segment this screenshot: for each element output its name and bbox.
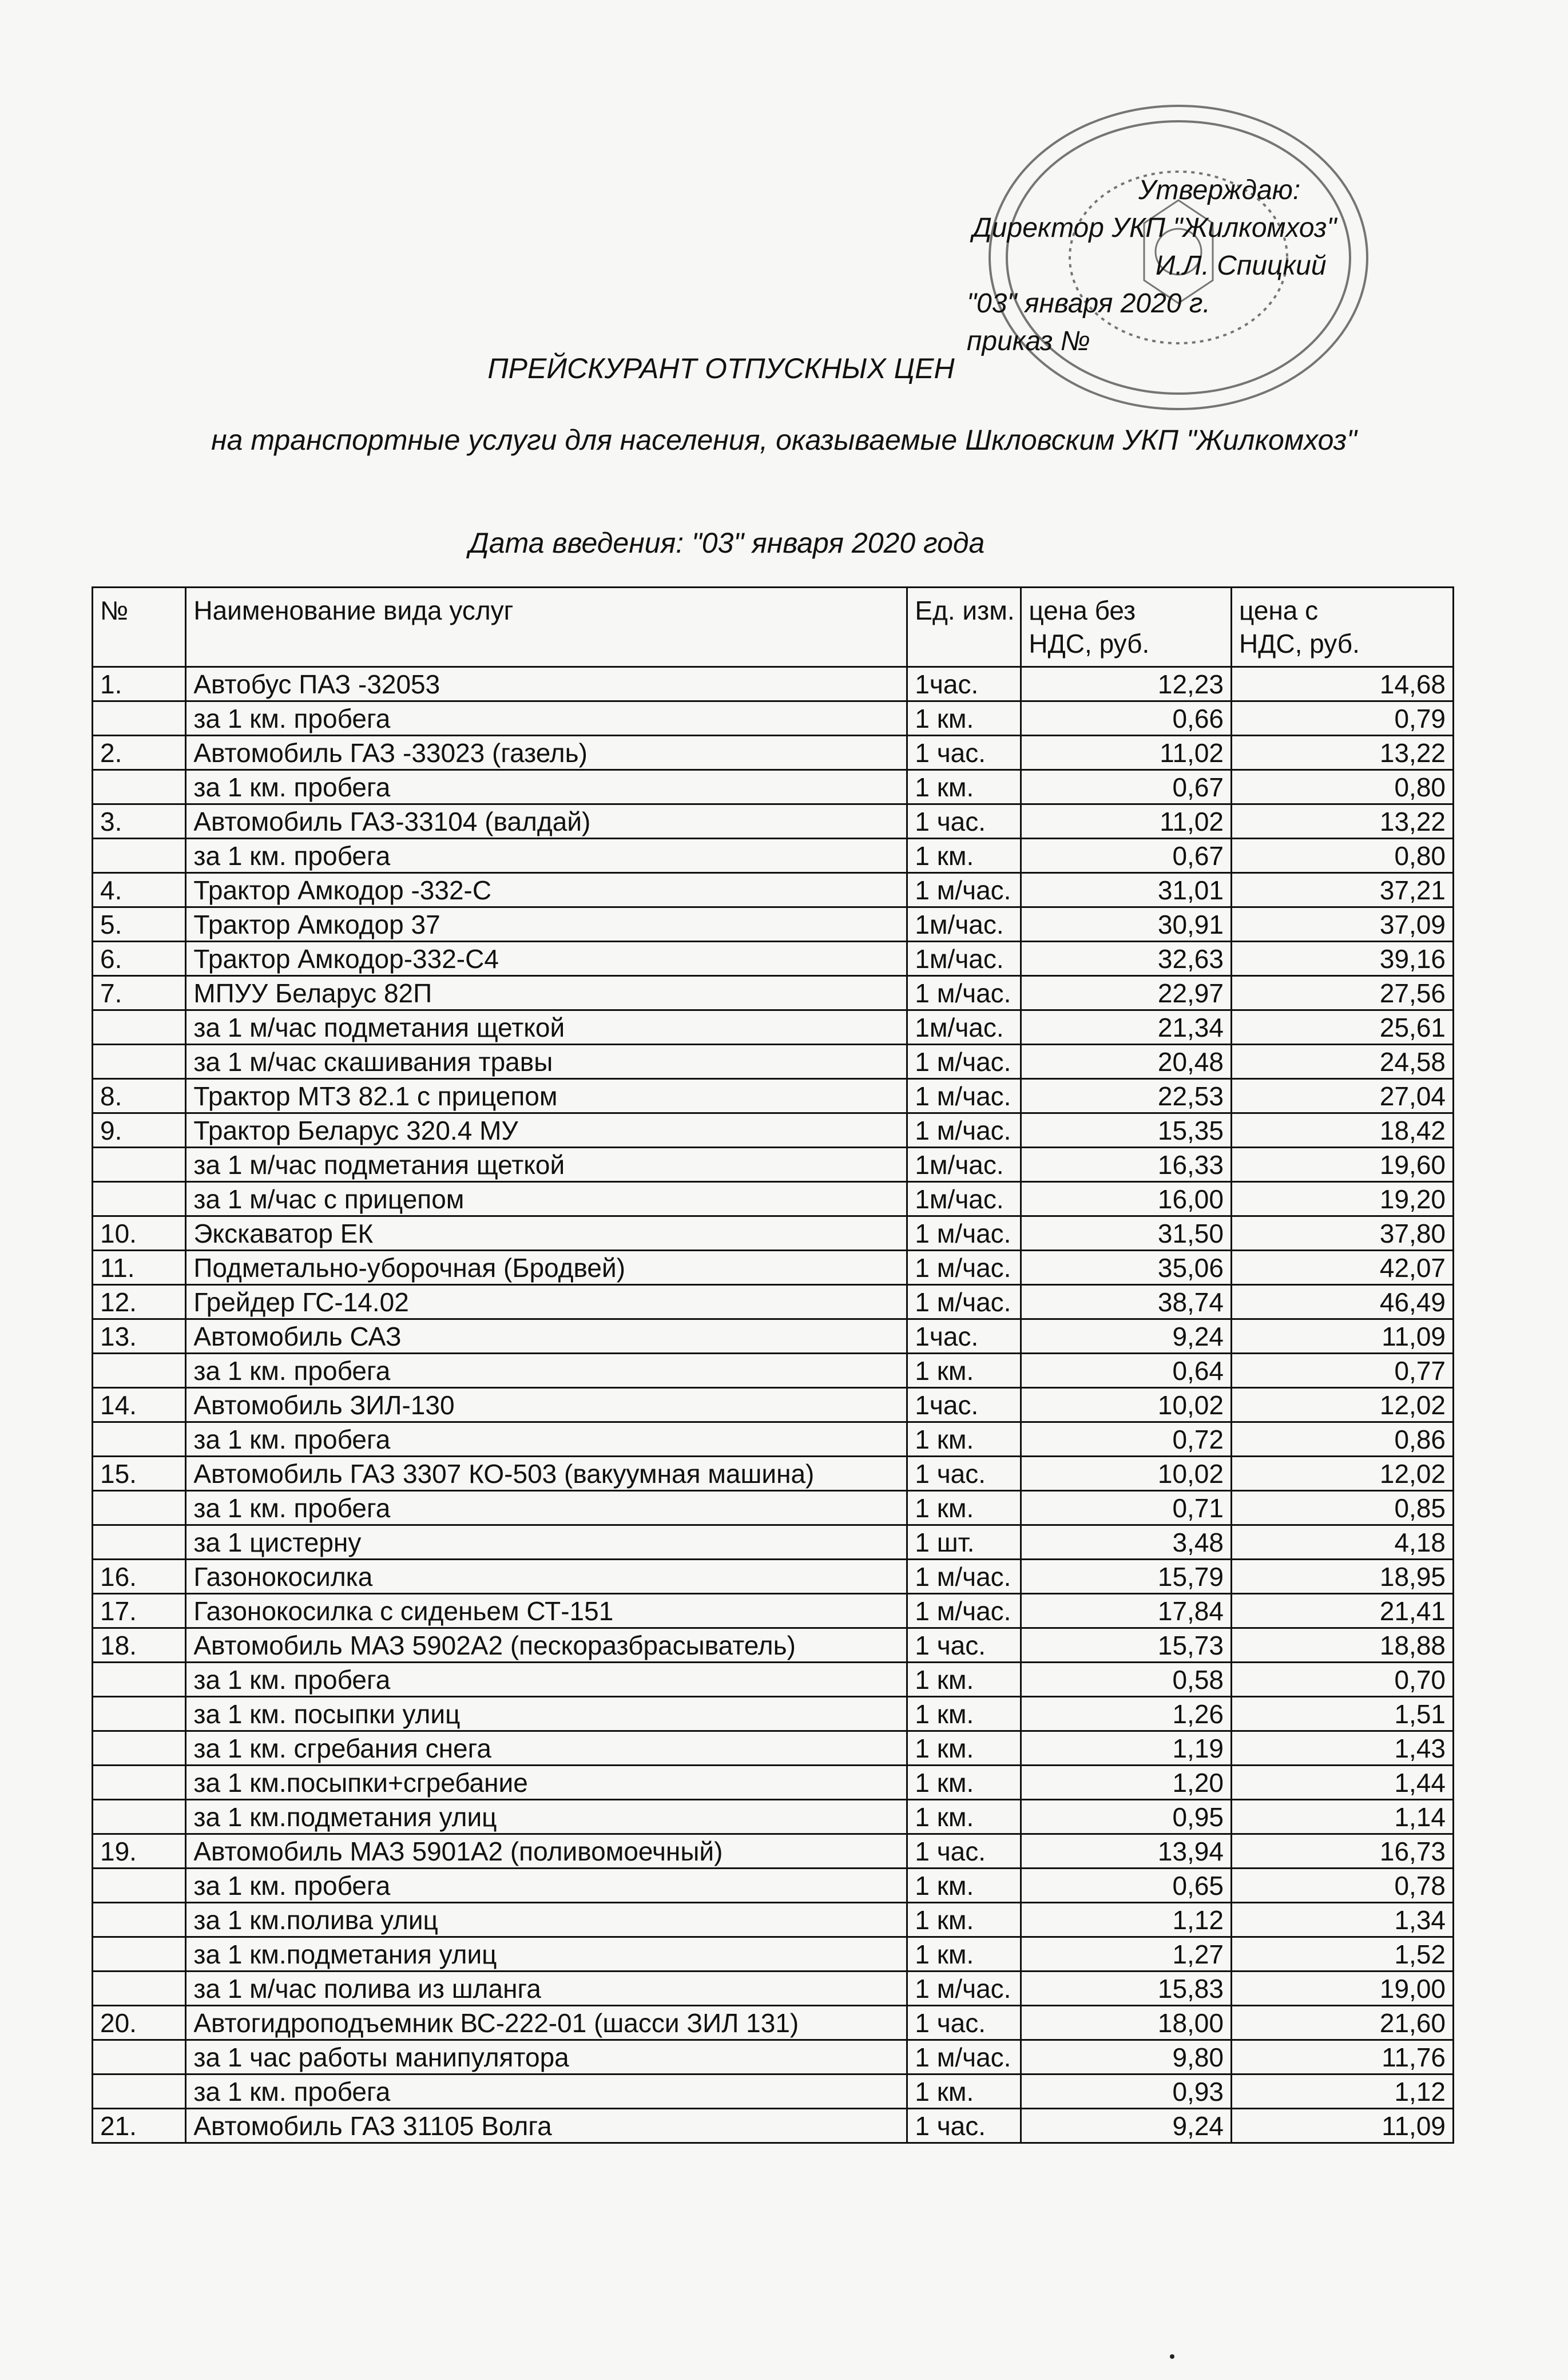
row-unit: 1 км. [907, 1491, 1021, 1525]
row-unit: 1 час. [907, 1628, 1021, 1663]
row-price-vat: 27,04 [1231, 1079, 1453, 1113]
row-service-name: Автомобиль ГАЗ 31105 Волга [186, 2109, 907, 2143]
row-price-no-vat: 9,24 [1021, 1319, 1232, 1354]
row-price-no-vat: 0,66 [1021, 701, 1232, 736]
table-row [93, 1079, 1454, 1113]
row-unit: 1 м/час. [907, 2040, 1021, 2074]
table-row [93, 976, 1454, 1010]
row-service-name: за 1 км.посыпки+сгребание [186, 1766, 907, 1800]
row-unit: 1м/час. [907, 942, 1021, 976]
row-unit: 1 час. [907, 736, 1021, 770]
row-number: 10. [93, 1216, 186, 1251]
row-unit: 1 м/час. [907, 1216, 1021, 1251]
table-row [93, 1422, 1454, 1457]
row-service-name: за 1 км. пробега [186, 1491, 907, 1525]
row-service-name: за 1 км. пробега [186, 701, 907, 736]
row-price-vat: 13,22 [1231, 804, 1453, 839]
row-number [93, 2040, 186, 2074]
row-unit: 1 км. [907, 1422, 1021, 1457]
row-price-vat: 19,60 [1231, 1148, 1453, 1182]
row-price-vat: 24,58 [1231, 1045, 1453, 1079]
table-row [93, 1216, 1454, 1251]
scan-speck [1170, 2354, 1174, 2359]
row-price-vat: 37,21 [1231, 873, 1453, 907]
table-row [93, 1731, 1454, 1766]
row-number: 1. [93, 667, 186, 701]
row-number [93, 2074, 186, 2109]
row-price-no-vat: 21,34 [1021, 1010, 1232, 1045]
row-price-no-vat: 3,48 [1021, 1525, 1232, 1560]
row-unit: 1 час. [907, 2109, 1021, 2143]
row-service-name: Трактор Амкодор -332-С [186, 873, 907, 907]
row-unit: 1 м/час. [907, 1560, 1021, 1594]
row-price-no-vat: 15,83 [1021, 1972, 1232, 2006]
row-price-no-vat: 11,02 [1021, 804, 1232, 839]
row-number [93, 701, 186, 736]
row-price-vat: 1,51 [1231, 1697, 1453, 1731]
row-price-no-vat: 15,35 [1021, 1113, 1232, 1148]
row-unit: 1 км. [907, 1903, 1021, 1937]
row-price-no-vat: 1,26 [1021, 1697, 1232, 1731]
row-service-name: Автомобиль САЗ [186, 1319, 907, 1354]
row-service-name: за 1 м/час с прицепом [186, 1182, 907, 1216]
row-price-no-vat: 32,63 [1021, 942, 1232, 976]
row-service-name: за 1 км. сгребания снега [186, 1731, 907, 1766]
header-price-no-vat-line2: НДС, руб. [1029, 629, 1150, 659]
row-price-vat: 12,02 [1231, 1388, 1453, 1422]
header-price-no-vat [1021, 588, 1232, 667]
row-service-name: Грейдер ГС-14.02 [186, 1285, 907, 1319]
row-price-no-vat: 30,91 [1021, 907, 1232, 942]
row-price-vat: 12,02 [1231, 1457, 1453, 1491]
row-price-vat: 21,41 [1231, 1594, 1453, 1628]
row-unit: 1 м/час. [907, 1251, 1021, 1285]
row-unit: 1 м/час. [907, 1285, 1021, 1319]
row-price-vat: 1,52 [1231, 1937, 1453, 1972]
row-price-vat: 14,68 [1231, 667, 1453, 701]
row-unit: 1 км. [907, 1731, 1021, 1766]
row-price-vat: 13,22 [1231, 736, 1453, 770]
row-price-vat: 0,80 [1231, 839, 1453, 873]
row-number: 17. [93, 1594, 186, 1628]
row-price-vat: 37,80 [1231, 1216, 1453, 1251]
row-unit: 1м/час. [907, 1148, 1021, 1182]
table-row [93, 1457, 1454, 1491]
row-number: 12. [93, 1285, 186, 1319]
row-number: 11. [93, 1251, 186, 1285]
row-unit: 1 км. [907, 1663, 1021, 1697]
row-price-vat: 0,79 [1231, 701, 1453, 736]
row-service-name: за 1 км.полива улиц [186, 1903, 907, 1937]
row-unit: 1 км. [907, 1869, 1021, 1903]
row-service-name: за 1 м/час подметания щеткой [186, 1010, 907, 1045]
row-number: 20. [93, 2006, 186, 2040]
row-price-no-vat: 10,02 [1021, 1388, 1232, 1422]
table-row [93, 1010, 1454, 1045]
row-price-no-vat: 0,64 [1021, 1354, 1232, 1388]
row-price-vat: 39,16 [1231, 942, 1453, 976]
row-number: 7. [93, 976, 186, 1010]
row-price-no-vat: 10,02 [1021, 1457, 1232, 1491]
table-row [93, 1525, 1454, 1560]
row-price-no-vat: 11,02 [1021, 736, 1232, 770]
table-row [93, 907, 1454, 942]
row-service-name: МПУУ Беларус 82П [186, 976, 907, 1010]
row-service-name: за 1 км.подметания улиц [186, 1800, 907, 1834]
table-row [93, 1903, 1454, 1937]
table-row [93, 770, 1454, 804]
header-price-vat-line2: НДС, руб. [1238, 629, 1360, 659]
row-service-name: Автогидроподъемник ВС-222-01 (шасси ЗИЛ 131) [186, 2006, 907, 2040]
approval-block [967, 172, 1482, 360]
row-price-vat: 11,09 [1231, 1319, 1453, 1354]
row-price-no-vat: 0,72 [1021, 1422, 1232, 1457]
row-unit: 1 м/час. [907, 976, 1021, 1010]
row-service-name: за 1 м/час подметания щеткой [186, 1148, 907, 1182]
row-number [93, 1045, 186, 1079]
row-number: 2. [93, 736, 186, 770]
row-price-vat: 18,88 [1231, 1628, 1453, 1663]
row-price-vat: 0,85 [1231, 1491, 1453, 1525]
row-number [93, 1800, 186, 1834]
table-row [93, 1388, 1454, 1422]
table-row [93, 1800, 1454, 1834]
row-price-no-vat: 0,71 [1021, 1491, 1232, 1525]
row-price-no-vat: 0,95 [1021, 1800, 1232, 1834]
row-number: 3. [93, 804, 186, 839]
table-row [93, 2006, 1454, 2040]
table-row [93, 1628, 1454, 1663]
table-row [93, 942, 1454, 976]
row-service-name: за 1 км. пробега [186, 2074, 907, 2109]
row-price-no-vat: 16,00 [1021, 1182, 1232, 1216]
row-price-no-vat: 0,58 [1021, 1663, 1232, 1697]
row-price-no-vat: 15,79 [1021, 1560, 1232, 1594]
row-unit: 1 час. [907, 804, 1021, 839]
approval-line-2: Директор УКП "Жилкомхоз" [972, 213, 1337, 243]
row-service-name: Автомобиль ГАЗ 3307 КО-503 (вакуумная машина) [186, 1457, 907, 1491]
table-row [93, 1354, 1454, 1388]
row-number [93, 1010, 186, 1045]
row-number: 18. [93, 1628, 186, 1663]
row-price-vat: 46,49 [1231, 1285, 1453, 1319]
row-number: 4. [93, 873, 186, 907]
row-number [93, 1937, 186, 1972]
row-service-name: Автомобиль ГАЗ -33023 (газель) [186, 736, 907, 770]
row-service-name: Автомобиль ЗИЛ-130 [186, 1388, 907, 1422]
row-price-vat: 19,20 [1231, 1182, 1453, 1216]
row-service-name: за 1 км. посыпки улиц [186, 1697, 907, 1731]
row-service-name: за 1 час работы манипулятора [186, 2040, 907, 2074]
row-number [93, 1422, 186, 1457]
row-number: 9. [93, 1113, 186, 1148]
header-service-name: Наименование вида услуг [186, 588, 907, 667]
row-price-no-vat: 12,23 [1021, 667, 1232, 701]
document-title: ПРЕЙСКУРАНТ ОТПУСКНЫХ ЦЕН [487, 352, 955, 384]
row-number: 6. [93, 942, 186, 976]
approval-line-4: "03" января 2020 г. [967, 288, 1210, 319]
row-price-vat: 21,60 [1231, 2006, 1453, 2040]
row-number [93, 1766, 186, 1800]
row-price-vat: 19,00 [1231, 1972, 1453, 2006]
row-number [93, 1731, 186, 1766]
row-price-vat: 1,14 [1231, 1800, 1453, 1834]
row-price-vat: 37,09 [1231, 907, 1453, 942]
row-price-no-vat: 0,65 [1021, 1869, 1232, 1903]
row-number [93, 1525, 186, 1560]
price-table-body [93, 667, 1454, 2143]
row-unit: 1час. [907, 1319, 1021, 1354]
table-row [93, 1766, 1454, 1800]
row-unit: 1 час. [907, 1457, 1021, 1491]
row-price-no-vat: 31,01 [1021, 873, 1232, 907]
table-row [93, 1834, 1454, 1869]
row-number [93, 839, 186, 873]
row-unit: 1 км. [907, 1766, 1021, 1800]
row-unit: 1 м/час. [907, 1594, 1021, 1628]
table-row [93, 1045, 1454, 1079]
row-unit: 1 час. [907, 2006, 1021, 2040]
row-service-name: Трактор Амкодор 37 [186, 907, 907, 942]
table-row [93, 667, 1454, 701]
row-price-no-vat: 13,94 [1021, 1834, 1232, 1869]
header-price-vat-line1: цена с [1238, 596, 1319, 625]
row-unit: 1 км. [907, 1800, 1021, 1834]
header-num: № [93, 588, 186, 667]
table-row [93, 1937, 1454, 1972]
row-price-vat: 1,43 [1231, 1731, 1453, 1766]
row-price-no-vat: 15,73 [1021, 1628, 1232, 1663]
row-price-no-vat: 22,97 [1021, 976, 1232, 1010]
row-unit: 1м/час. [907, 1010, 1021, 1045]
row-number [93, 1697, 186, 1731]
table-row [93, 1594, 1454, 1628]
row-price-no-vat: 35,06 [1021, 1251, 1232, 1285]
row-number [93, 1663, 186, 1697]
row-service-name: за 1 км. пробега [186, 1663, 907, 1697]
row-price-vat: 25,61 [1231, 1010, 1453, 1045]
row-price-vat: 18,95 [1231, 1560, 1453, 1594]
table-row [93, 2040, 1454, 2074]
row-price-no-vat: 0,67 [1021, 770, 1232, 804]
row-service-name: за 1 цистерну [186, 1525, 907, 1560]
table-row [93, 1697, 1454, 1731]
table-row [93, 1182, 1454, 1216]
row-price-vat: 11,76 [1231, 2040, 1453, 2074]
row-service-name: Автобус ПАЗ -32053 [186, 667, 907, 701]
row-price-vat: 0,86 [1231, 1422, 1453, 1457]
row-unit: 1 км. [907, 1697, 1021, 1731]
row-number [93, 1148, 186, 1182]
row-service-name: за 1 км. пробега [186, 839, 907, 873]
row-price-no-vat: 0,67 [1021, 839, 1232, 873]
row-number: 19. [93, 1834, 186, 1869]
row-price-vat: 11,09 [1231, 2109, 1453, 2143]
row-price-vat: 1,34 [1231, 1903, 1453, 1937]
approval-line-1: Утверждаю: [1138, 175, 1301, 205]
row-service-name: за 1 км. пробега [186, 1869, 907, 1903]
row-price-no-vat: 1,27 [1021, 1937, 1232, 1972]
row-service-name: за 1 м/час полива из шланга [186, 1972, 907, 2006]
row-price-no-vat: 9,24 [1021, 2109, 1232, 2143]
row-unit: 1 км. [907, 701, 1021, 736]
table-row [93, 1148, 1454, 1182]
row-service-name: Газонокосилка с сиденьем СТ-151 [186, 1594, 907, 1628]
row-service-name: за 1 км. пробега [186, 770, 907, 804]
row-number: 15. [93, 1457, 186, 1491]
row-service-name: Газонокосилка [186, 1560, 907, 1594]
row-price-vat: 16,73 [1231, 1834, 1453, 1869]
table-row [93, 873, 1454, 907]
row-unit: 1 км. [907, 1354, 1021, 1388]
row-unit: 1 м/час. [907, 1972, 1021, 2006]
row-price-no-vat: 18,00 [1021, 2006, 1232, 2040]
table-row [93, 1251, 1454, 1285]
row-price-vat: 42,07 [1231, 1251, 1453, 1285]
table-row [93, 839, 1454, 873]
row-price-no-vat: 22,53 [1021, 1079, 1232, 1113]
table-header-row [93, 588, 1454, 667]
row-unit: 1 км. [907, 770, 1021, 804]
row-price-no-vat: 9,80 [1021, 2040, 1232, 2074]
table-row [93, 1285, 1454, 1319]
row-service-name: Экскаватор ЕК [186, 1216, 907, 1251]
row-number [93, 1182, 186, 1216]
table-row [93, 2109, 1454, 2143]
table-row [93, 1491, 1454, 1525]
document-subtitle: на транспортные услуги для населения, оказываемые Шкловским УКП "Жилкомхоз" [211, 424, 1357, 456]
row-number [93, 770, 186, 804]
row-unit: 1 час. [907, 1834, 1021, 1869]
table-row [93, 1869, 1454, 1903]
row-service-name: за 1 м/час скашивания травы [186, 1045, 907, 1079]
row-price-vat: 1,12 [1231, 2074, 1453, 2109]
row-service-name: Трактор Беларус 320.4 МУ [186, 1113, 907, 1148]
row-unit: 1 м/час. [907, 1079, 1021, 1113]
row-service-name: за 1 км. пробега [186, 1354, 907, 1388]
effective-date: Дата введения: "03" января 2020 года [469, 527, 985, 559]
row-number [93, 1354, 186, 1388]
row-number: 16. [93, 1560, 186, 1594]
row-price-no-vat: 20,48 [1021, 1045, 1232, 1079]
table-row [93, 1319, 1454, 1354]
row-unit: 1час. [907, 667, 1021, 701]
row-number [93, 1491, 186, 1525]
row-price-no-vat: 1,20 [1021, 1766, 1232, 1800]
row-service-name: за 1 км. пробега [186, 1422, 907, 1457]
row-number: 14. [93, 1388, 186, 1422]
row-price-no-vat: 38,74 [1021, 1285, 1232, 1319]
row-price-vat: 0,77 [1231, 1354, 1453, 1388]
row-price-no-vat: 1,19 [1021, 1731, 1232, 1766]
row-price-no-vat: 31,50 [1021, 1216, 1232, 1251]
row-price-no-vat: 1,12 [1021, 1903, 1232, 1937]
row-service-name: Трактор МТЗ 82.1 с прицепом [186, 1079, 907, 1113]
row-service-name: Автомобиль МАЗ 5901А2 (поливомоечный) [186, 1834, 907, 1869]
row-price-vat: 4,18 [1231, 1525, 1453, 1560]
row-number: 5. [93, 907, 186, 942]
table-row [93, 1972, 1454, 2006]
row-service-name: Подметально-уборочная (Бродвей) [186, 1251, 907, 1285]
approval-line-5: приказ № [967, 326, 1090, 356]
row-number [93, 1972, 186, 2006]
table-row [93, 2074, 1454, 2109]
row-service-name: Трактор Амкодор-332-С4 [186, 942, 907, 976]
table-row [93, 1560, 1454, 1594]
row-price-vat: 0,70 [1231, 1663, 1453, 1697]
row-price-vat: 1,44 [1231, 1766, 1453, 1800]
row-price-vat: 0,78 [1231, 1869, 1453, 1903]
price-table [92, 586, 1454, 2144]
row-service-name: Автомобиль ГАЗ-33104 (валдай) [186, 804, 907, 839]
row-unit: 1 км. [907, 2074, 1021, 2109]
row-unit: 1 м/час. [907, 873, 1021, 907]
header-price-vat [1231, 588, 1453, 667]
table-row [93, 804, 1454, 839]
approval-line-3: И.Л. Спицкий [1156, 251, 1327, 281]
row-price-no-vat: 16,33 [1021, 1148, 1232, 1182]
row-number [93, 1869, 186, 1903]
row-unit: 1 м/час. [907, 1045, 1021, 1079]
row-number [93, 1903, 186, 1937]
row-price-no-vat: 17,84 [1021, 1594, 1232, 1628]
table-row [93, 736, 1454, 770]
header-unit: Ед. изм. [907, 588, 1021, 667]
row-unit: 1 шт. [907, 1525, 1021, 1560]
row-price-vat: 27,56 [1231, 976, 1453, 1010]
table-row [93, 1113, 1454, 1148]
row-unit: 1м/час. [907, 907, 1021, 942]
row-price-vat: 18,42 [1231, 1113, 1453, 1148]
row-number: 21. [93, 2109, 186, 2143]
row-service-name: за 1 км.подметания улиц [186, 1937, 907, 1972]
row-unit: 1 м/час. [907, 1113, 1021, 1148]
row-service-name: Автомобиль МАЗ 5902А2 (пескоразбрасыватель) [186, 1628, 907, 1663]
header-price-no-vat-line1: цена без [1029, 596, 1136, 625]
row-unit: 1час. [907, 1388, 1021, 1422]
row-price-vat: 0,80 [1231, 770, 1453, 804]
row-number: 13. [93, 1319, 186, 1354]
row-price-no-vat: 0,93 [1021, 2074, 1232, 2109]
row-unit: 1м/час. [907, 1182, 1021, 1216]
row-number: 8. [93, 1079, 186, 1113]
table-row [93, 1663, 1454, 1697]
row-unit: 1 км. [907, 839, 1021, 873]
table-row [93, 701, 1454, 736]
row-unit: 1 км. [907, 1937, 1021, 1972]
